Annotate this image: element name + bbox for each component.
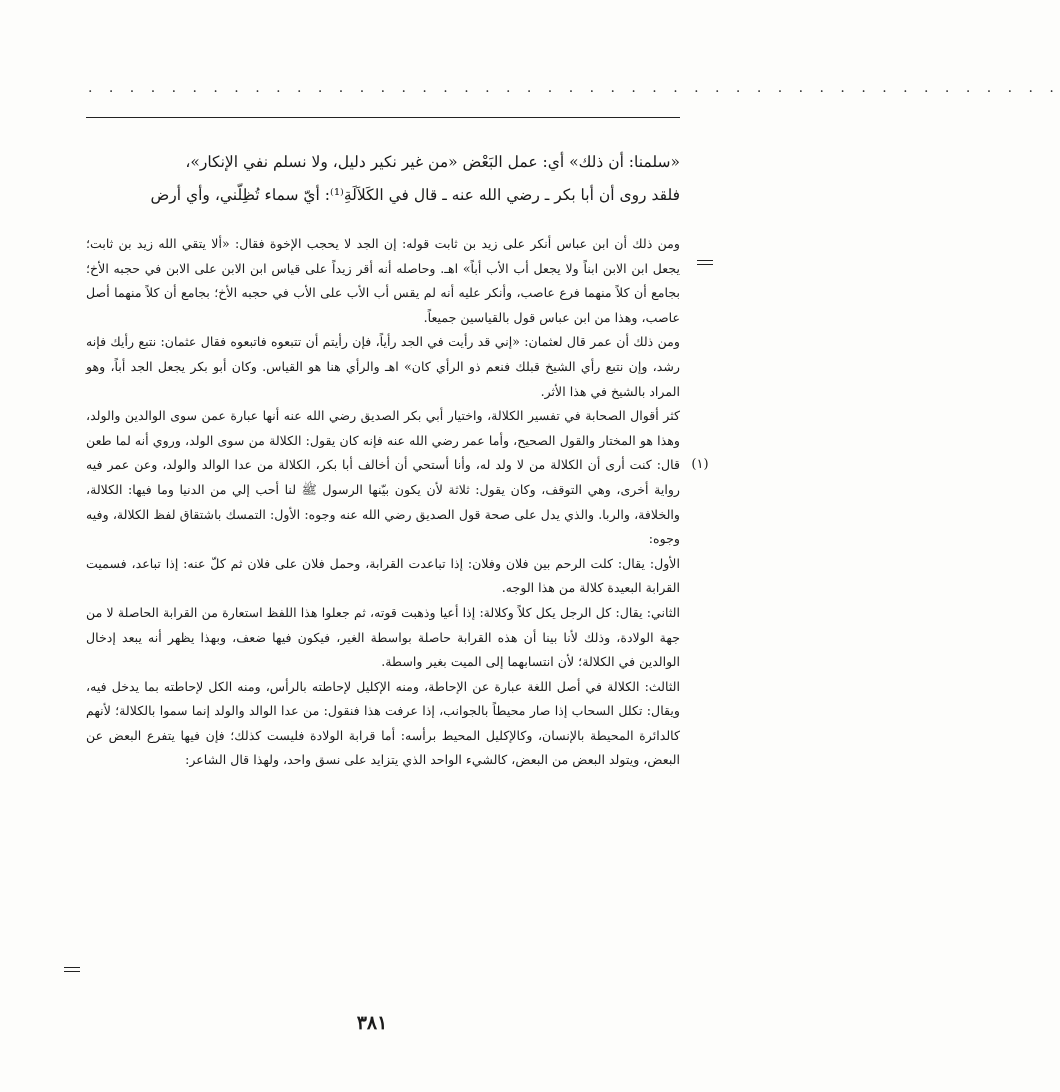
footnote-paragraph: الثالث: الكلالة في أصل اللغة عبارة عن الإحاطة، ومنه الإكليل لإحاطته بالرأس، ومنه الكل لإحاطته بما يدخل فيه، ويقال: تكلل السحاب إذا صار محيطاً بالجوانب، إذا عرفت هذا فنقول: من عدا الوالد والولد إنما سموا بالكلالة؛ لأنهم كالدائرة المحيطة بالإنسان، وكالإكليل المحيط برأسه: أما قرابة الولادة فليست كذلك؛ فإن فيها يتفرع البعض عن البعض، ويتولد البعض من البعض، كالشيء الواحد الذي يتزايد على نسق واحد، ولهذا قال الشاعر: bbox=[86, 678, 680, 768]
main-line: فلقد روى أن أبا بكر ـ رضي الله عنه ـ قال في الكَلاَلَةِ⁽¹⁾: أيّ سماء تُظِلّني، وأي أرض bbox=[150, 186, 680, 204]
dotted-separator: . . . . . . . . . . . . . . . . . . . . . . . . . . . . . . . . . . . . . . . . . . . . . . . bbox=[88, 80, 1060, 96]
footnote-paragraph: ومن ذلك أن ابن عباس أنكر على زيد بن ثابت قوله: إن الجد لا يحجب الإخوة فقال: «ألا يتقي الله زيد بن ثابت؛ يجعل ابن الابن ابناً ولا يجعل أب الأب أباً» اهـ. وحاصله أنه أقر زيداً على قياس ابن الابن على الابن في حجبه الأخ؛ بجامع أن كلاً منهما فرع عاصب، وأنكر عليه أنه لم يقس أب الأب على الأب في حجبه الأخ؛ بجامع أن كلاً منهما أصل عاصب، وهذا من ابن عباس قول بالقياسين جميعاً. bbox=[86, 236, 680, 325]
main-text bbox=[86, 146, 680, 212]
footnote-continues-marker bbox=[64, 967, 80, 973]
footnote-continuation-marker bbox=[697, 260, 713, 266]
footnote-paragraph: الثاني: يقال: كل الرجل يكل كلاً وكلالة: إذا أعيا وذهبت قوته، ثم جعلوا هذا اللفظ استعارة من القرابة الحاصلة لا من جهة الولادة، وذلك لأنا بينا أن هذه القرابة حاصلة بواسطة الغير، فيكون فيها ضعف، وبهذا يظهر أنه يبعد إدخال الوالدين في الكلالة؛ لأن انتسابهما إلى الميت بغير واسطة. bbox=[86, 604, 680, 670]
page-number: ٣٨١ bbox=[356, 1012, 388, 1034]
footnote-paragraph: ومن ذلك أن عمر قال لعثمان: «إني قد رأيت في الجد رأياً، فإن رأيتم أن تتبعوه فاتبعوه فقال عثمان: نتبع رأيك فإنه رشد، وإن نتبع رأي الشيخ قبلك فنعم ذو الرأي كان» اهـ والرأي هنا هو القياس. وكان أبو بكر يجعل الجد أباً، وهو المراد بالشيخ في هذا الأثر. bbox=[86, 334, 680, 399]
footnotes bbox=[86, 232, 680, 773]
footnote-paragraph: كثر أقوال الصحابة في تفسير الكلالة، واختيار أبي بكر الصديق رضي الله عنه أنها عبارة عمن سوى الوالدين والولد، وهذا هو المختار والقول الصحيح، وأما عمر رضي الله عنه فإنه كان يقول: الكلالة من سوى الولد، وروي أنه لما طعن قال: كنت أرى أن الكلالة من لا ولد له، وأنا أستحي أن أخالف أبا بكر، الكلالة من عدا الوالد والولد، وعن عمر فيه رواية أخرى، وهي التوقف، وكان يقول: ثلاثة لأن يكون بيّنها الرسول ﷺ لنا أحب إلي من الدنيا وما فيها: الكلالة، والخلافة، والربا. والذي يدل على صحة قول الصديق رضي الله عنه وجوه: الأول: التمسك باشتقاق لفظ الكلالة، وفيه وجوه: bbox=[86, 408, 680, 547]
top-rule bbox=[86, 117, 680, 118]
footnote-paragraph: الأول: يقال: كلت الرحم بين فلان وفلان: إذا تباعدت القرابة، وحمل فلان على فلان ثم كلّ عنه: إذا تباعد، فسميت القرابة البعيدة كلالة من هذا الوجه. bbox=[86, 555, 680, 596]
footnote-number: (١) bbox=[691, 457, 709, 472]
main-line: «سلمنا: أن ذلك» أي: عمل البَعْض «من غير نكير دليل، ولا نسلم نفي الإنكار»، bbox=[185, 153, 680, 171]
